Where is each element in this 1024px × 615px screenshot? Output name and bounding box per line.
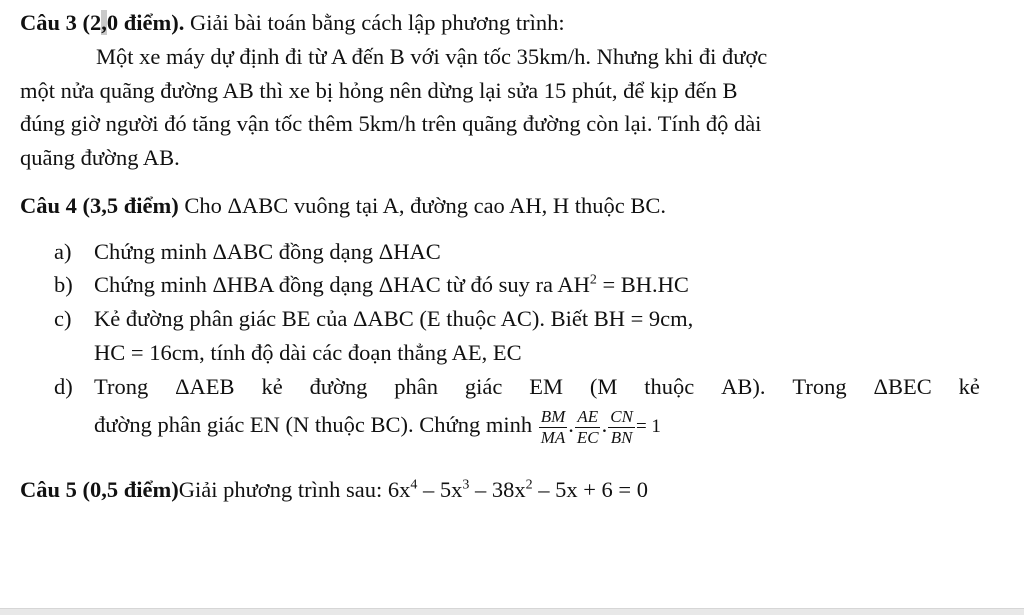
q4-item-c: [54, 302, 980, 336]
q4-item-d-word: kẻ: [958, 373, 980, 399]
q4-item-d-word: ΔAEB: [175, 373, 235, 399]
fraction-ae-ec: [575, 407, 601, 447]
q5-part-2: – 5x: [417, 477, 463, 503]
q4-heading-bold: Câu 4 (3,5 điểm): [20, 192, 179, 218]
q3-text-1: Một xe máy dự định đi từ A đến B với vận tốc 35km/h. Nhưng khi đi được: [96, 43, 768, 69]
q4-item-b-sup: 2: [589, 272, 597, 288]
q4-item-b: [54, 268, 980, 302]
q4-item-a: [54, 235, 980, 269]
q3-text-2: một nửa quãng đường AB thì xe bị hỏng nên dừng lại sửa 15 phút, để kịp đến B: [20, 77, 738, 103]
q4-item-c-continuation: HC = 16cm, tính độ dài các đoạn thẳng AE, EC: [94, 339, 522, 365]
q4-item-b-label: b): [54, 272, 73, 298]
q4-item-b-text: [94, 268, 980, 302]
fraction-cn-bn-numerator: CN: [610, 407, 633, 427]
q4-item-d-equals: = 1: [635, 416, 661, 438]
q4-item-d-word: AB).: [721, 373, 766, 399]
q4-item-c-text: Kẻ đường phân giác BE của ΔABC (E thuộc AC). Biết BH = 9cm,: [94, 306, 694, 331]
q3-text-3: đúng giờ người đó tăng vận tốc thêm 5km/h trên quãng đường còn lại. Tính độ dài: [20, 111, 762, 137]
q4-item-d-word: Trong: [792, 373, 847, 399]
q4-item-d-word: giác: [464, 373, 503, 399]
q4-item-d-word: Trong: [94, 373, 149, 399]
q3-line-2: [20, 74, 980, 108]
fraction-bm-ma: [539, 407, 568, 447]
q4-item-b-tail: = BH.HC: [596, 272, 689, 298]
q5-heading-bold: Câu 5 (0,5 điểm): [20, 477, 179, 503]
document-page: [20, 6, 980, 507]
q5-part-3: – 38x: [469, 477, 526, 503]
q3-line-1: [20, 40, 980, 74]
q4-item-d-continuation: đường phân giác EN (N thuộc BC). Chứng minh $\frac{BM}{MA}$ . $\frac{AE}{EC}$ . $\frac{CN}{BN}$ = 1: [94, 407, 661, 447]
q3-text-4: quãng đường AB.: [20, 145, 180, 170]
q5-part-4: – 5x + 6 = 0: [532, 477, 648, 503]
q4-item-d-word: thuộc: [644, 373, 695, 399]
q3-line-4: [20, 141, 980, 175]
q5-sup-2: 3: [462, 477, 470, 493]
fraction-bm-ma-denominator: MA: [540, 427, 566, 447]
q3-heading-bold-c: 0 điểm).: [106, 10, 185, 35]
q4-item-d-label: d): [54, 373, 73, 399]
fraction-ae-ec-denominator: EC: [576, 427, 599, 447]
fraction-ae-ec-numerator: AE: [577, 407, 599, 427]
q4-item-a-text: Chứng minh ΔABC đồng dạng ΔHAC: [94, 238, 441, 264]
fraction-cn-bn-denominator: BN: [610, 427, 633, 447]
q4-items: [20, 235, 980, 448]
q3-heading-bold-a: Câu 3 (2: [20, 10, 102, 35]
fraction-bm-ma-numerator: BM: [540, 407, 566, 427]
q4-item-d-text: [94, 370, 980, 404]
q4-item-c-label: c): [54, 306, 72, 331]
q3-heading: [20, 6, 980, 40]
q4-item-d-word: EM: [529, 373, 564, 399]
q5-line: [20, 473, 980, 507]
q4-item-d-word: phân: [394, 373, 439, 399]
q4-item-a-label: a): [54, 238, 72, 264]
q5-sup-1: 4: [410, 477, 418, 493]
page-bottom-edge: [0, 608, 1024, 615]
q4-item-d: [54, 370, 980, 404]
q5-sup-3: 2: [525, 477, 533, 493]
q4-item-b-main: Chứng minh ΔHBA đồng dạng ΔHAC từ đó suy ra AH: [94, 272, 590, 298]
q5-text: Giải phương trình sau: 6x: [178, 477, 411, 503]
q4-item-d-word: đường: [309, 373, 368, 399]
q4-heading: [20, 189, 980, 223]
q3-heading-text: Giải bài toán bằng cách lập phương trình:: [184, 10, 565, 35]
q4-item-d-word: (M: [589, 373, 618, 399]
fraction-cn-bn: [608, 407, 635, 447]
q4-heading-text: Cho ΔABC vuông tại A, đường cao AH, H thuộc BC.: [178, 192, 667, 218]
q4-item-d-word: kẻ: [261, 373, 283, 399]
q3-heading-highlight: ,: [101, 10, 107, 35]
q4-item-d-cont-text: đường phân giác EN (N thuộc BC). Chứng minh: [94, 412, 533, 438]
q4-item-d-word: ΔBEC: [873, 373, 932, 399]
q3-line-3: [20, 107, 980, 141]
